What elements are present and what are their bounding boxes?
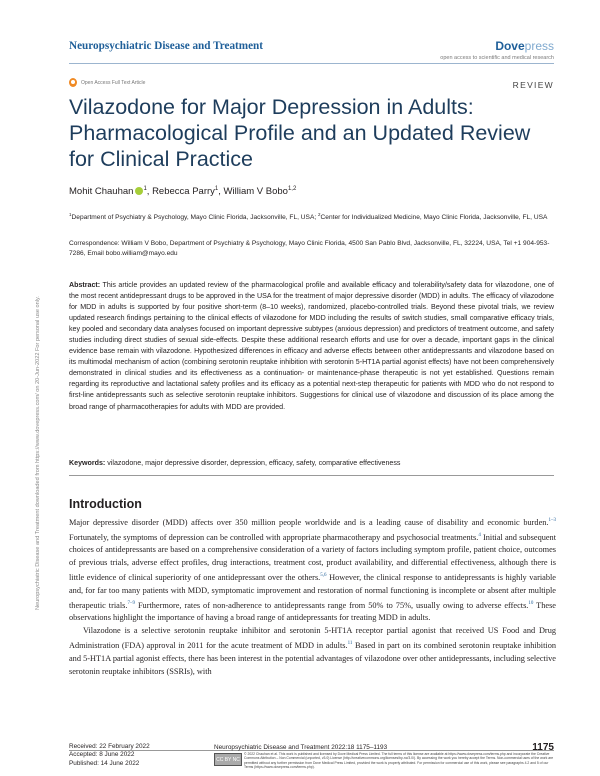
footer-citation: Neuropsychiatric Disease and Treatment 2022:18 1175–1193: [214, 744, 388, 751]
affiliation-text: Center for Individualized Medicine, Mayo Clinic Florida, Jacksonville, FL, USA: [320, 214, 548, 222]
affiliations: [69, 210, 552, 223]
paragraph: [69, 625, 556, 678]
text-run: However, the clinical response to antidepressants is highly variable and, for far too many patients with MDD, symptomatic improvement and restoration of normal functioning is incomplete or absent after multiple therapeutic trials.: [69, 572, 556, 610]
text-run: Based in part on its combined serotonin reuptake inhibition and 5-HT1A partial agonist effects, there has been interest in the potential advantages of vilazodone over other antidepressants, including selective serotonin reuptake inhibitors (SSRIs), with: [69, 640, 557, 676]
author-name[interactable]: Mohit Chauhan: [69, 186, 134, 198]
citation-ref[interactable]: 4: [478, 532, 481, 538]
affiliation-text: Department of Psychiatry & Psychology, Mayo Clinic Florida, Jacksonville, FL, USA;: [71, 214, 317, 222]
keywords: [69, 459, 554, 467]
publisher-main: Dove: [495, 39, 525, 53]
abstract-label: Abstract:: [69, 281, 101, 289]
accepted-date: Accepted: 8 June 2022: [69, 751, 135, 759]
author-name[interactable]: William V Bobo: [223, 186, 288, 198]
section-heading: Introduction: [69, 497, 142, 511]
author-affiliation-mark: 1: [214, 186, 219, 192]
publication-dates: [69, 743, 150, 768]
header-divider: [69, 63, 554, 64]
open-access-badge: [69, 78, 145, 87]
open-access-icon: [69, 78, 77, 87]
author-list: Mohit Chauhan $^1$, Rebecca Parry$^1$, William V Bobo$^{1,2}$: [69, 186, 297, 198]
text-run: Vilazodone is a selective serotonin reuptake inhibitor and serotonin 5-HT1A receptor partial agonist that received US Food and Drug Administration (FDA) approval in 2011 for the acute treatment of MDD in adults.: [69, 626, 556, 650]
text-run: Initial and subsequent choices of antidepressants are based on a comprehensive consideration of a variety of factors including symptom profile, patient choice, outcomes of previous trials, adverse effect profiles, drug interactions, treatment cost, product availability, and differential effectiveness, although there is little evidence of clinical superiority of one antidepressant over the others.: [69, 532, 557, 582]
keywords-text: vilazodone, major depressive disorder, depression, efficacy, safety, comparative effectiveness: [107, 459, 401, 467]
correspondence: Correspondence: William V Bobo, Department of Psychiatry & Psychology, Mayo Clinic Florida, 4500 San Pablo Blvd, Jacksonville, FL, 32224, USA, Tel +1 904-953-7286, Email bobo.william@mayo.edu: [69, 240, 550, 257]
introduction-body: [69, 515, 556, 679]
author-name[interactable]: Rebecca Parry: [152, 186, 215, 198]
side-note-text: Neuropsychiatric Disease and Treatment downloaded from https://www.dovepress.com/ on 20-Jun-2022 For personal use only.: [35, 296, 41, 610]
open-access-label: Open Access Full Text Article: [81, 79, 146, 86]
abstract: [69, 280, 554, 413]
page-number: 1175: [532, 742, 554, 753]
license-text: © 2022 Chauhan et al. This work is published and licensed by Dove Medical Press Limited. The full terms of this license are available at https://www.dovepress.com/terms.php and incorporate the Creative Commons Attribution – Non Commercial (unported, v3.0) License (http://creativecommons.org/licenses/by-nc/3.0/). By accessing the work you hereby accept the Terms. Non-commercial uses of the work are permitted without any further permission from Dove Medical Press Limited, provided the work is properly attributed. For permission for commercial use of this work, please see paragraphs 4.2 and 5 of our Terms (https://www.dovepress.com/terms.php).: [244, 752, 554, 770]
author-affiliation-mark: 1: [143, 186, 147, 192]
citation-ref[interactable]: 1–3: [548, 518, 556, 523]
citation-ref[interactable]: 7–9: [127, 600, 135, 606]
download-side-note: [25, 150, 39, 610]
cc-license-badge[interactable]: CC BY NC: [214, 753, 242, 766]
citation-ref[interactable]: 10: [528, 600, 534, 606]
author-affiliation-mark: 1,2: [287, 186, 297, 192]
received-date: Received: 22 February 2022: [69, 743, 150, 750]
publisher-tagline: open access to scientific and medical research: [440, 55, 554, 61]
text-run: Fortunately, the symptoms of depression can be controlled with appropriate pharmacotherapy and psychosocial treatments.: [69, 532, 479, 542]
affiliation-mark: 1: [69, 212, 72, 217]
article-type: REVIEW: [512, 80, 554, 90]
citation-ref[interactable]: 11: [347, 641, 353, 647]
text-run: Major depressive disorder (MDD) affects over 350 million people worldwide and is a leading cause of disability and economic burden.: [69, 517, 549, 527]
abstract-text: This article provides an updated review of the pharmacological profile and available efficacy and tolerability/safety data for vilazodone, one of the most recent antidepressant drugs to be approved in the USA for the treatment of major depressive disorder (MDD) in adults. The efficacy of vilazodone for MDD in adults is supported by four positive short-term (8–10 weeks), randomized, placebo-controlled trials. Beyond these pivotal trials, we review updated research findings pertaining to the clinical effects of vilazodone for MDD including the results of switch studies, small comparative efficacy trials, key pooled and secondary data analyses focused on important depressive subtypes (anxious depression) and predictors of treatment outcome, and safety studies including direct studies of sexual side-effects. Despite these additional research efforts and use for over a decade, important gaps in the clinical evidence base remain with vilazodone. Hypothesized differences in efficacy and adverse effects between other antidepressants and vilazodone based on its multimodal mechanism of action (combining serotonin reuptake inhibition with serotonin 5-HT1A partial agonist effects) have not been comprehensively demonstrated in clinical studies and its effectiveness as a continuation- or maintenance-phase therapeutic is not yet established. Questions remain regarding its reproductive and lactational safety profiles and its efficacy as a potential next-step therapeutic for patients with MDD who do not respond to first-line antidepressants such as selective serotonin reuptake inhibitors. Suggestions for clinical use of vilazodone and discussion of its place among the broad range of pharmacotherapies for adults with MDD are provided.: [69, 281, 554, 411]
publisher-suffix: press: [524, 39, 554, 53]
section-divider: [69, 475, 554, 476]
published-date: Published: 14 June 2022: [69, 759, 140, 767]
affiliation-mark: 2: [318, 212, 321, 217]
paragraph: [69, 515, 556, 625]
citation-ref[interactable]: 5,6: [320, 573, 327, 579]
keywords-label: Keywords:: [69, 459, 106, 467]
text-run: Furthermore, rates of non-adherence to antidepressants range from 50% to 75%, usually owing to adverse effects.: [134, 600, 529, 610]
text-run: These observations highlight the importance of having a broad range of antidepressants for treating MDD in adults.: [69, 600, 556, 623]
journal-name: Neuropsychiatric Disease and Treatment: [69, 40, 264, 52]
article-title: Vilazodone for Major Depression in Adults: Pharmacological Profile and an Updated Review for Clinical Practice: [69, 95, 531, 171]
publisher-logo[interactable]: [495, 39, 554, 53]
